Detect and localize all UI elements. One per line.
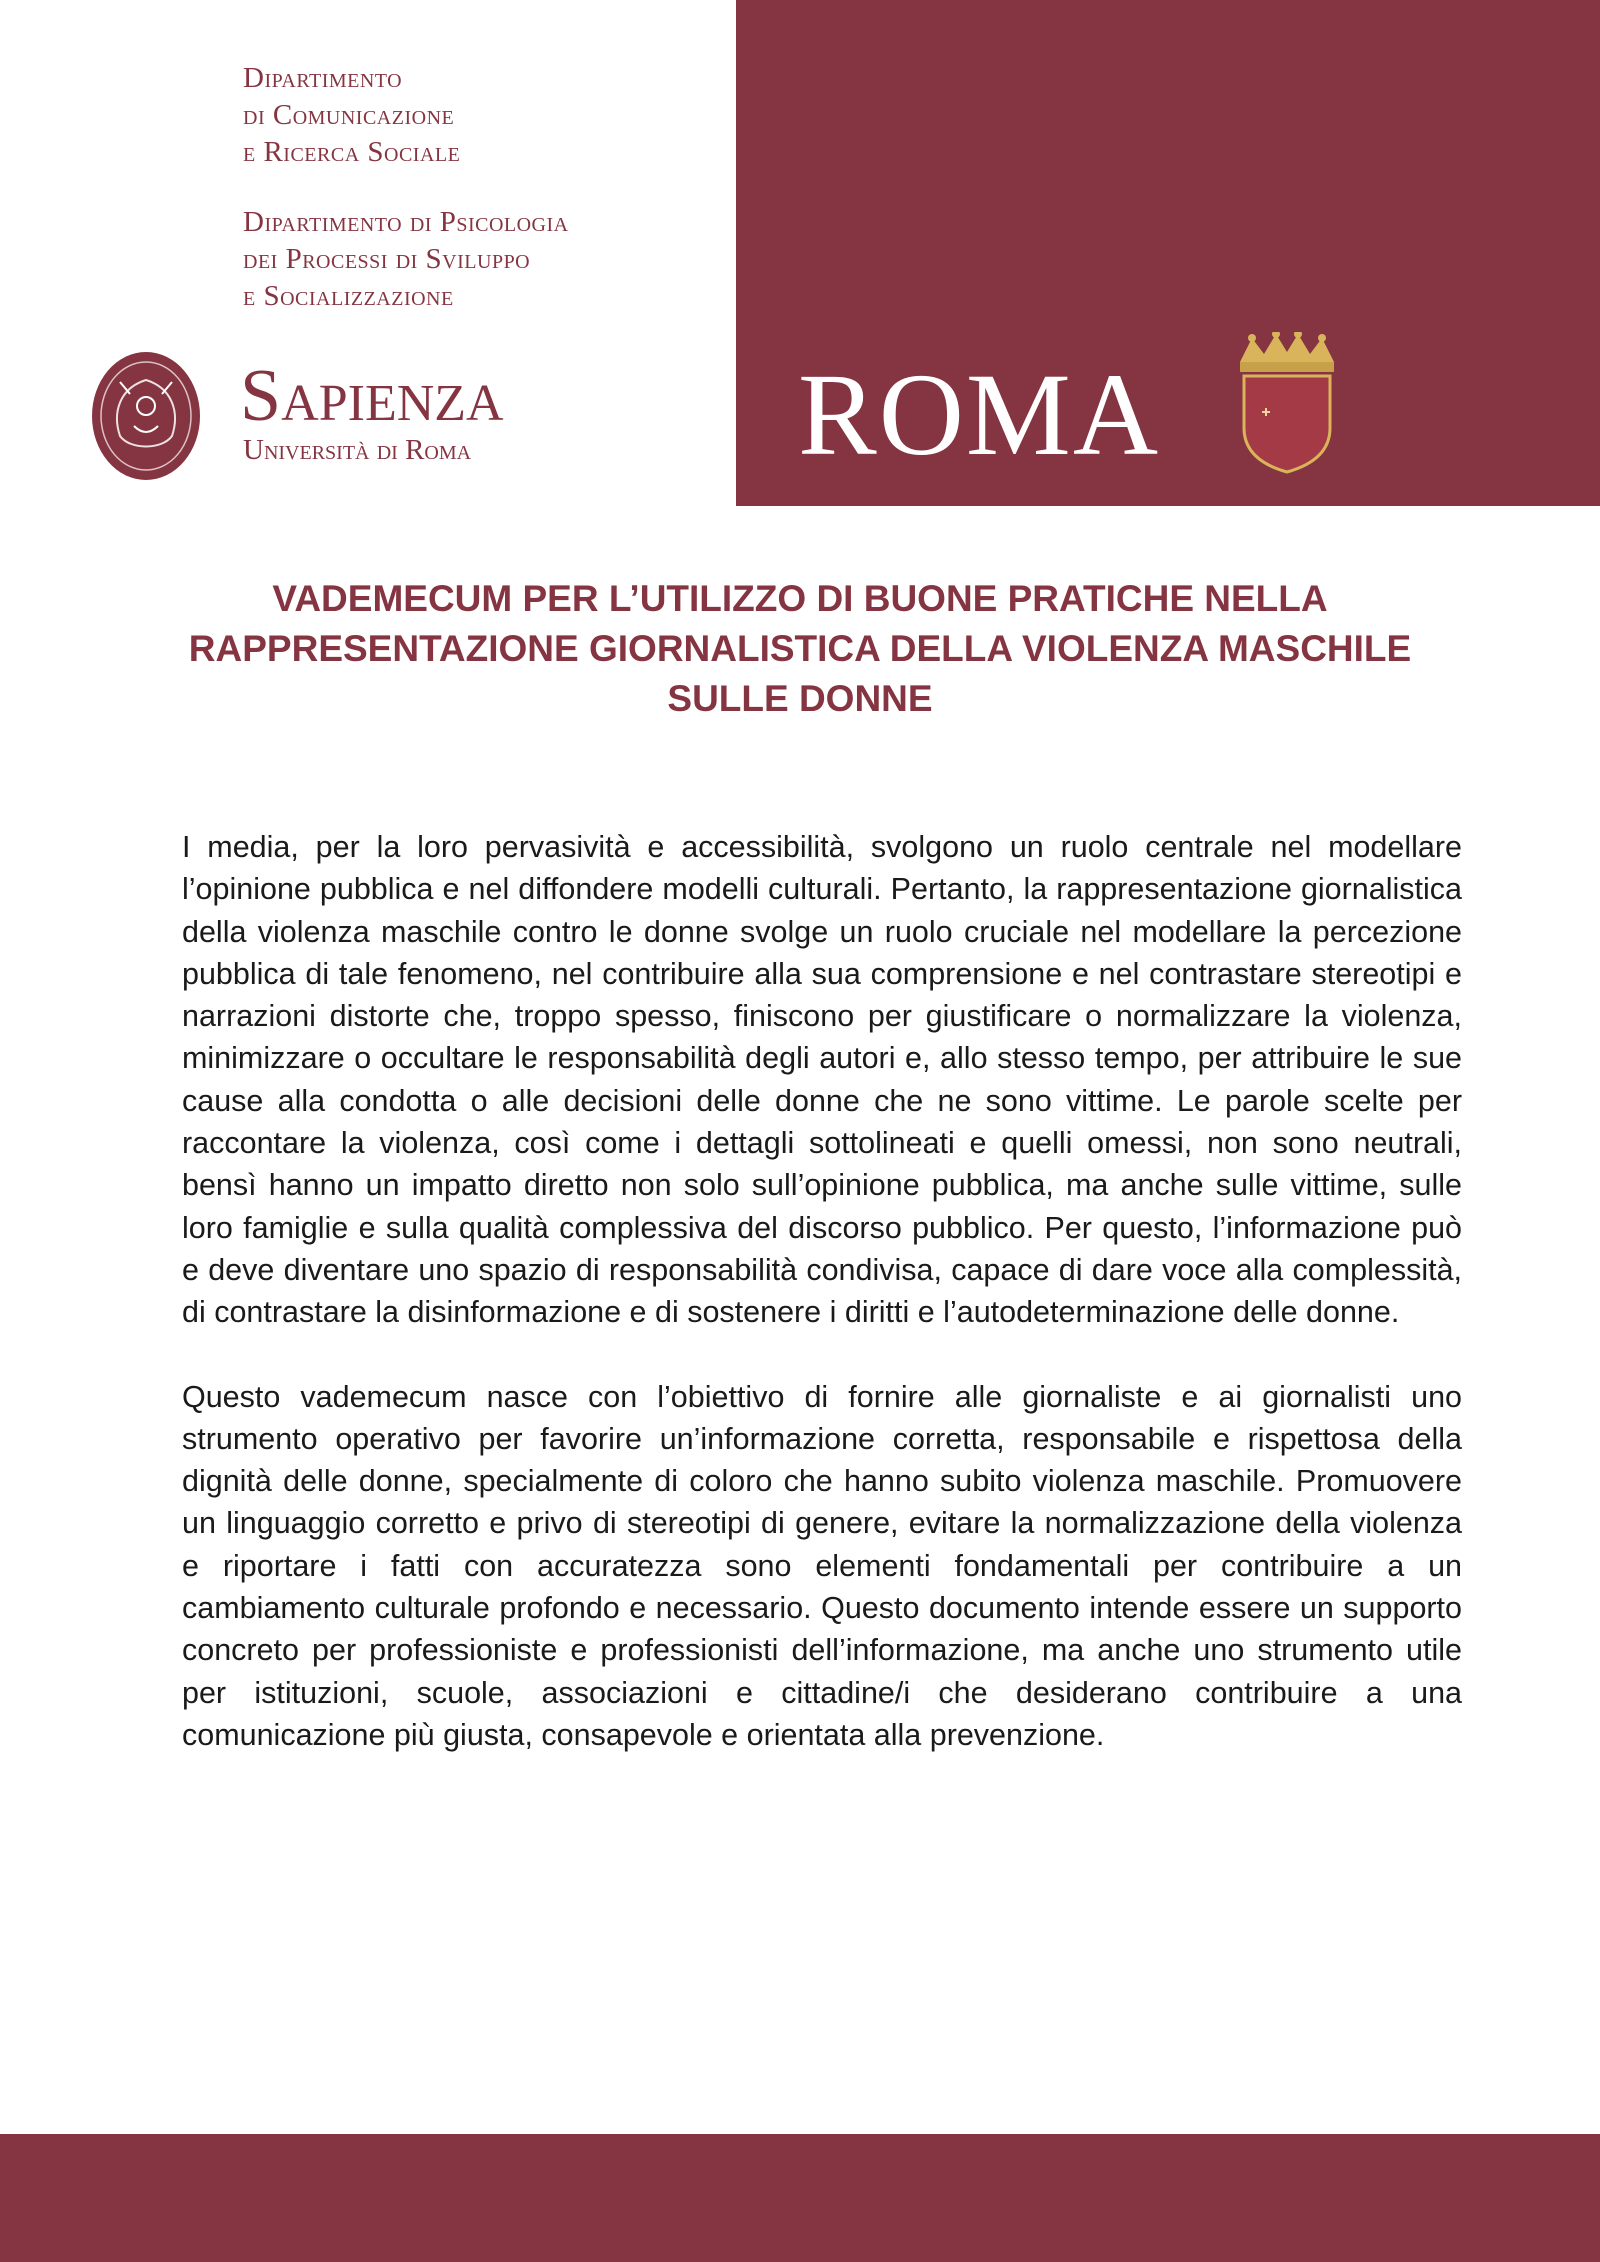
- department-line: e Ricerca Sociale: [243, 136, 461, 168]
- title-line: RAPPRESENTAZIONE GIORNALISTICA DELLA VIOLENZA MASCHILE: [188, 628, 1412, 669]
- body-paragraph: I media, per la loro pervasività e accessibilità, svolgono un ruolo centrale nel modellare l’opinione pubblica e nel diffondere modelli culturali. Pertanto, la rappresentazione giornalistica della violenza maschile contro le donne svolge un ruolo cruciale nel modellare la percezione pubblica di tale fenomeno, nel contribuire alla sua comprensione e nel contrastare stereotipi e narrazioni distorte che, troppo spesso, finiscono per giustificare o normalizzare la violenza, minimizzare o occultare le responsabilità degli autori e, allo stesso tempo, per attribuire le sue cause alla condotta o alle decisioni delle donne che ne sono vittime. Le parole scelte per raccontare la violenza, così come i dettagli sottolineati e quelli omessi, non sono neutrali, bensì hanno un impatto diretto non solo sull’opinione pubblica, ma anche sulle vittime, sulle loro famiglie e sulla qualità complessiva del discorso pubblico. Per questo, l’informazione può e deve diventare uno spazio di responsabilità condivisa, capace di dare voce alla complessità, di contrastare la disinformazione e di sostenere i diritti e l’autodeterminazione delle donne.: [182, 830, 1462, 1330]
- department-line: dei Processi di Sviluppo: [243, 243, 531, 275]
- sapienza-logo-text: Sapienza: [240, 355, 504, 437]
- document-body: [182, 826, 1462, 1798]
- body-paragraph: Questo vademecum nasce con l’obiettivo di fornire alle giornaliste e ai giornalisti uno strumento operativo per favorire un’informazione corretta, responsabile e rispettosa della dignità delle donne, specialmente di coloro che hanno subito violenza maschile. Promuovere un linguaggio corretto e privo di stereotipi di genere, evitare la normalizzazione della violenza e riportare i fatti con accuratezza sono elementi fondamentali per contribuire a un cambiamento culturale profondo e necessario. Questo documento intende essere un supporto concreto per professioniste e professionisti dell’informazione, ma anche uno strumento utile per istituzioni, scuole, associazioni e cittadine/i che desiderano contribuire a una comunicazione più giusta, consapevole e orientata alla prevenzione.: [182, 1379, 1462, 1752]
- department-line: di Comunicazione: [243, 99, 455, 131]
- title-line: SULLE DONNE: [667, 678, 933, 719]
- roma-logo-text: ROMA: [798, 349, 1161, 480]
- department-line: Dipartimento: [243, 62, 403, 94]
- department-psychology: [243, 204, 569, 315]
- roma-crest-icon: [1232, 332, 1342, 474]
- title-line: VADEMECUM PER L’UTILIZZO DI BUONE PRATICHE NELLA: [272, 578, 1328, 619]
- document-title: [140, 574, 1460, 724]
- sapienza-logo-subtitle: Università di Roma: [243, 434, 472, 466]
- department-communication: [243, 60, 460, 171]
- footer-band: [0, 2134, 1600, 2262]
- department-line: e Socializzazione: [243, 280, 454, 312]
- sapienza-seal-icon: [90, 350, 202, 482]
- department-line: Dipartimento di Psicologia: [243, 206, 569, 238]
